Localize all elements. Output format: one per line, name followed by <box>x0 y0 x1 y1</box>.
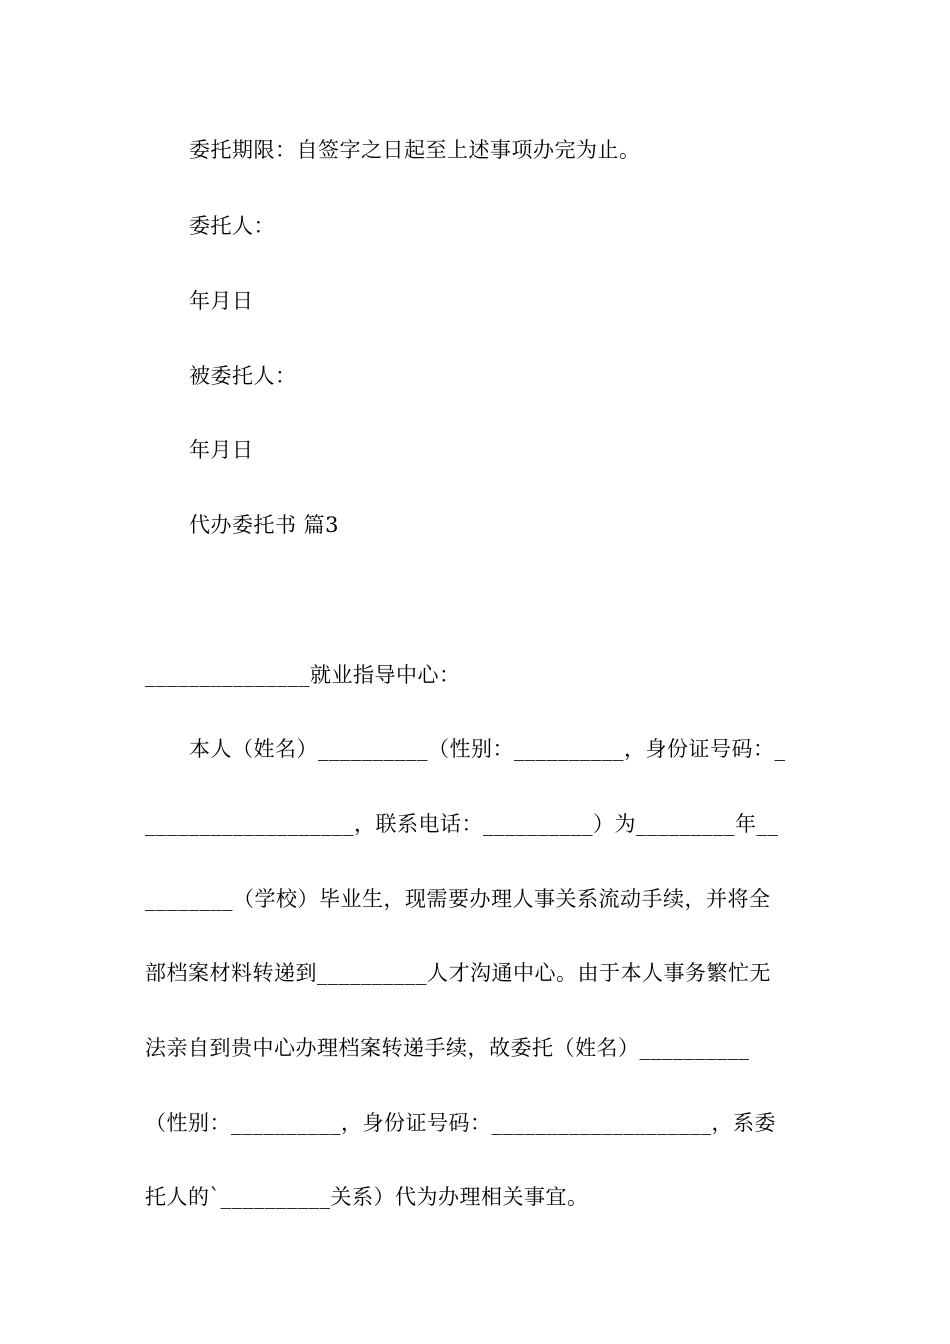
addressee-line: _______________就业指导中心： <box>145 663 461 687</box>
agent-date-label: 年月日 <box>189 438 254 462</box>
agent-label: 被委托人： <box>189 364 297 388</box>
body-line-6: （性别：__________，身份证号码：____________________，系委 <box>145 1111 776 1135</box>
delegation-period-text: 委托期限：自签字之日起至上述事项办完为止。 <box>189 138 641 162</box>
body-line-1: 本人（姓名）__________（性别：__________，身份证号码：_ <box>189 737 786 761</box>
body-line-4: 部档案材料转递到__________人才沟通中心。由于本人事务繁忙无 <box>145 961 771 985</box>
principal-label: 委托人： <box>189 214 275 238</box>
body-line-2: ___________________，联系电话：__________）为_________年__ <box>145 812 779 836</box>
body-line-3: ________（学校）毕业生，现需要办理人事关系流动手续，并将全 <box>145 887 771 911</box>
section-heading: 代办委托书 篇3 <box>189 513 340 537</box>
body-line-5: 法亲自到贵中心办理档案转递手续，故委托（姓名）__________ <box>145 1036 750 1060</box>
body-line-7: 托人的`__________关系）代为办理相关事宜。 <box>145 1185 589 1209</box>
principal-date-label: 年月日 <box>189 289 254 313</box>
